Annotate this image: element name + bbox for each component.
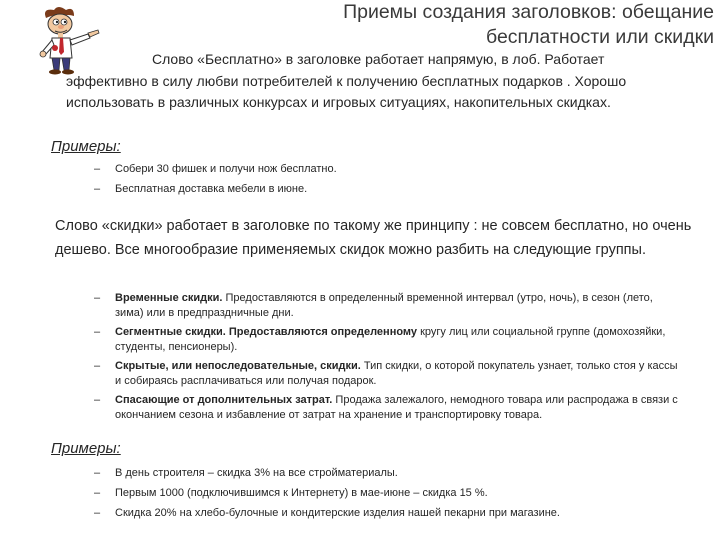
group-text: Тип скидки, о которой покупатель узнает, только стоя у кассы и собираясь расплачиваться или получая подарок.	[115, 360, 678, 387]
dash-bullet: –	[94, 507, 101, 519]
intro-rest: эффективно в силу любви потребителей к получению бесплатных подарков . Хорошо использовать в различных конкурсах и игровых ситуациях, накопительных скидках.	[66, 72, 627, 110]
example-text: Бесплатная доставка мебели в июне.	[115, 183, 308, 195]
discounts-paragraph: Слово «скидки» работает в заголовке по такому же принципу : не совсем бесплатно, но очень дешево. Все многообразие применяемых скидок можно разбить на следующие группы.	[55, 218, 692, 258]
discount-groups-list	[94, 291, 684, 423]
dash-bullet: –	[94, 326, 101, 338]
list-item	[94, 325, 684, 355]
examples-heading-discounts: Примеры:	[51, 440, 121, 457]
examples-discounts-list	[94, 466, 694, 521]
list-item	[94, 359, 684, 389]
example-text: Скидка 20% на хлебо-булочные и кондитерские изделия нашей пекарни при магазине.	[115, 507, 560, 519]
dash-bullet: –	[94, 163, 101, 175]
list-item	[94, 162, 694, 177]
dash-bullet: –	[94, 183, 101, 195]
example-text: Первым 1000 (подключившимся к Интернету) в мае-июне – скидка 15 %.	[115, 487, 488, 499]
group-title: Временные скидки.	[115, 292, 223, 304]
group-title: Скрытые, или непоследовательные, скидки.	[115, 360, 361, 372]
group-text: Предоставляются в определенный временной интервал (утро, ночь), в сезон (лето, зима) или в предпраздничные дни.	[115, 292, 653, 319]
group-title: Спасающие от дополнительных затрат.	[115, 394, 333, 406]
examples-free-list	[94, 162, 694, 197]
intro-first-line: Слово «Бесплатно» в заголовке работает напрямую, в лоб. Работает	[152, 51, 605, 67]
list-item	[94, 506, 694, 521]
list-item	[94, 486, 694, 501]
example-text: Собери 30 фишек и получи нож бесплатно.	[115, 163, 337, 175]
dash-bullet: –	[94, 394, 101, 406]
slide-title: Приемы создания заголовков: обещание бесплатности или скидки	[343, 1, 714, 48]
group-title: Сегментные скидки. Предоставляются определенному	[115, 326, 418, 338]
dash-bullet: –	[94, 360, 101, 372]
list-item	[94, 393, 684, 423]
group-text: кругу лиц или социальной группе (домохозяйки, студенты, пенсионеры).	[115, 326, 666, 353]
example-text: В день строителя – скидка 3% на все стройматериалы.	[115, 467, 398, 479]
dash-bullet: –	[94, 487, 101, 499]
intro-paragraph	[66, 49, 698, 114]
list-item	[94, 466, 694, 481]
group-text: Продажа залежалого, немодного товара или распродажа в связи с окончанием сезона и избавление от затрат на хранение и транспортировку товара.	[115, 394, 678, 421]
list-item	[94, 291, 684, 321]
dash-bullet: –	[94, 467, 101, 479]
list-item	[94, 182, 694, 197]
examples-heading-free: Примеры:	[51, 138, 121, 155]
dash-bullet: –	[94, 292, 101, 304]
